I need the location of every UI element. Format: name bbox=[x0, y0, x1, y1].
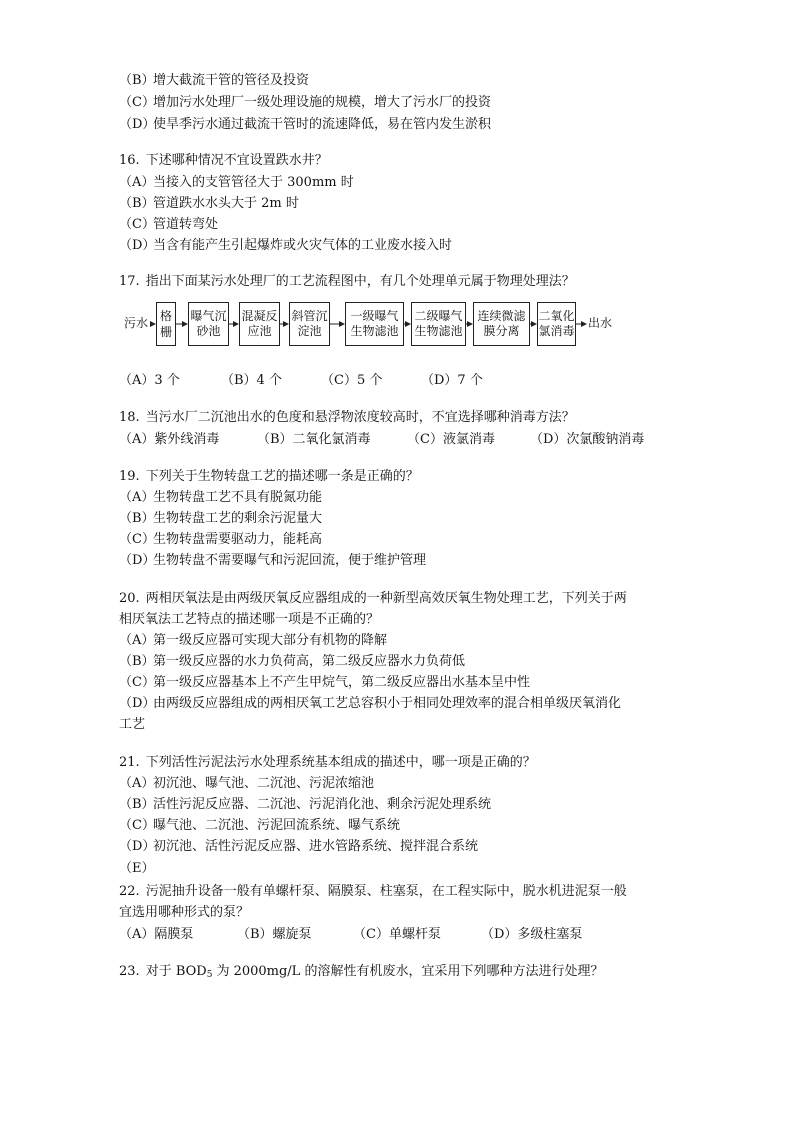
q18-stem: 18. 当污水厂二沉池出水的色度和悬浮物浓度较高时，不宜选择哪种消毒方法？ bbox=[119, 410, 575, 425]
q20-stem-line1: 20. 两相厌氧法是由两级厌氧反应器组成的一种新型高效厌氧生物处理工艺，下列关于两 bbox=[119, 591, 627, 606]
q22-stem-line1: 22. 污泥抽升设备一般有单螺杆泵、隔膜泵、柱塞泵，在工程实际中，脱水机进泥泵一般 bbox=[119, 884, 627, 899]
q17-stem: 17. 指出下面某污水处理厂的工艺流程图中，有几个处理单元属于物理处理法？ bbox=[119, 274, 575, 289]
q17-options bbox=[119, 372, 483, 390]
flow-unit-chlorine-dioxide: 二氧化氯消毒 bbox=[537, 302, 576, 346]
q22-stem-line2: 宜选用哪种形式的泵？ bbox=[119, 905, 250, 920]
q23-stem: 23. 对于 $BOD_5$ 为 2000mg/L 的溶解性有机废水，宜采用下列哪种方法进行处理？ bbox=[119, 964, 604, 980]
q16-stem: 16. 下述哪种情况不宜设置跌水井？ bbox=[119, 153, 328, 168]
q20-option-d-continued: 工艺 bbox=[119, 717, 146, 732]
q21-option-d: （D）初沉池、活性污泥反应器、进水管路系统、搅拌混合系统 bbox=[119, 839, 479, 854]
q16-option-a: （A）当接入的支管管径大于 300mm 时 bbox=[119, 175, 354, 190]
flow-unit-baf-1: 一级曝气生物滤池 bbox=[345, 302, 404, 346]
q22-option-c: （C）单螺杆泵 bbox=[353, 927, 441, 942]
q18-option-a: （A）紫外线消毒 bbox=[119, 432, 220, 447]
q17-option-c: （C）5 个 bbox=[321, 373, 383, 388]
q19-stem: 19. 下列关于生物转盘工艺的描述哪一条是正确的？ bbox=[119, 469, 419, 484]
q18-option-d: （D）次氯酸钠消毒 bbox=[530, 432, 645, 447]
flow-start-label: 污水 bbox=[124, 316, 149, 330]
q22-option-d: （D）多级柱塞泵 bbox=[481, 927, 583, 942]
q21-option-b: （B）活性污泥反应器、二沉池、污泥消化池、剩余污泥处理系统 bbox=[119, 797, 492, 812]
q20-option-d: （D）由两级反应器组成的两相厌氧工艺总容积小于相同处理效率的混合相单级厌氧消化 bbox=[119, 696, 622, 711]
q21-option-a: （A）初沉池、曝气池、二沉池、污泥浓缩池 bbox=[119, 776, 375, 791]
q19-option-a: （A）生物转盘工艺不具有脱氮功能 bbox=[119, 490, 323, 505]
q20-option-a: （A）第一级反应器可实现大部分有机物的降解 bbox=[119, 633, 388, 648]
q20-option-c: （C）第一级反应器基本上不产生甲烷气，第二级反应器出水基本呈中性 bbox=[119, 675, 531, 690]
q17-option-a: （A）3 个 bbox=[119, 373, 180, 388]
q19-option-c: （C）生物转盘需要驱动力，能耗高 bbox=[119, 532, 323, 547]
q21-stem: 21. 下列活性污泥法污水处理系统基本组成的描述中，哪一项是正确的？ bbox=[119, 755, 536, 770]
q18-option-c: （C）液氯消毒 bbox=[407, 432, 495, 447]
q16-option-d: （D）当含有能产生引起爆炸或火灾气体的工业废水接入时 bbox=[119, 238, 453, 253]
q16-option-b: （B）管道跌水水头大于 2m 时 bbox=[119, 196, 299, 211]
q16-option-c: （C）管道转弯处 bbox=[119, 217, 219, 232]
flow-end-label: 出水 bbox=[588, 316, 613, 330]
q18-options bbox=[119, 431, 644, 449]
flow-unit-microfiltration: 连续微滤膜分离 bbox=[473, 302, 530, 346]
q20-stem-line2: 相厌氧法工艺特点的描述哪一项是不正确的？ bbox=[119, 612, 380, 627]
flow-unit-baf-2: 二级曝气生物滤池 bbox=[411, 302, 466, 346]
q21-option-e: （E） bbox=[119, 861, 155, 876]
flow-unit-screen: 格栅 bbox=[156, 302, 176, 346]
q21-option-c: （C）曝气池、二沉池、污泥回流系统、曝气系统 bbox=[119, 818, 401, 833]
q15-option-d: （D）使旱季污水通过截流干管时的流速降低，易在管内发生淤积 bbox=[119, 117, 492, 132]
q19-option-b: （B）生物转盘工艺的剩余污泥量大 bbox=[119, 511, 323, 526]
process-flow-diagram bbox=[124, 300, 614, 352]
q15-option-c: （C）增加污水处理厂一级处理设施的规模，增大了污水厂的投资 bbox=[119, 95, 492, 110]
q22-option-a: （A）隔膜泵 bbox=[119, 927, 194, 942]
q20-option-b: （B）第一级反应器的水力负荷高，第二级反应器水力负荷低 bbox=[119, 654, 466, 669]
flow-unit-coagulation-tank: 混凝反应池 bbox=[239, 302, 280, 346]
flow-unit-grit-chamber: 曝气沉砂池 bbox=[188, 302, 229, 346]
q22-option-b: （B）螺旋泵 bbox=[237, 927, 312, 942]
q22-options bbox=[119, 926, 582, 944]
q18-option-b: （B）二氧化氯消毒 bbox=[257, 432, 371, 447]
flow-unit-tube-settler: 斜管沉淀池 bbox=[289, 302, 330, 346]
q17-option-d: （D）7 个 bbox=[421, 373, 483, 388]
q19-option-d: （D）生物转盘不需要曝气和污泥回流，便于维护管理 bbox=[119, 553, 427, 568]
q15-option-b: （B）增大截流干管的管径及投资 bbox=[119, 73, 310, 88]
q17-option-b: （B）4 个 bbox=[221, 373, 282, 388]
